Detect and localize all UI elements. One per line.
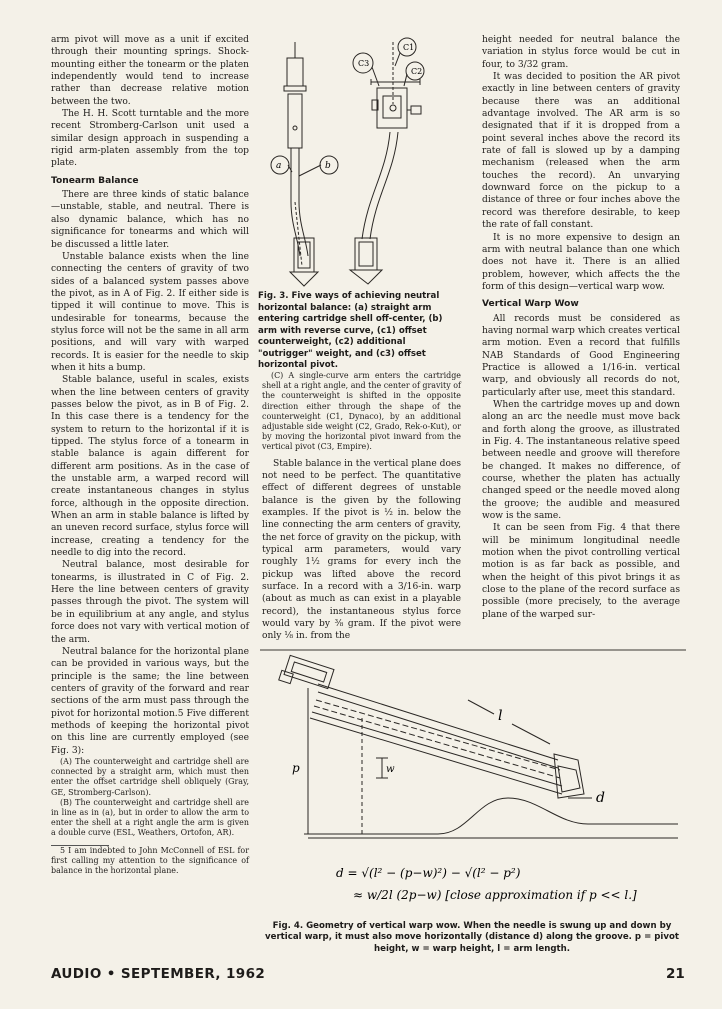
figure-3-tonearm-diagram: [258, 34, 463, 289]
paragraph: The H. H. Scott turntable and the more recent Stromberg-Carlson unit used a similar design approach in suspending a rigid arm-platen assembly from the top plate.: [51, 109, 249, 169]
equation-2: ≈ w/2l (2p−w) [close approximation if p << l.]: [353, 888, 637, 902]
method-list: [51, 757, 249, 839]
paragraph: Unstable balance exists when the line connecting the centers of gravity of two sides of a balanced system passes above the pivot, as in A of Fig. 2. If either side is tipped it will continue to move. This is undesirable for tonearms, because the stylus force will not be the same in all arm positions, and will vary with warped records. It is easier for the needle to skip when it hits a bump.: [51, 251, 249, 373]
list-item-b: (B) The counterweight and cartridge shell are in line as in (a), but in order to allow the arm to enter the shell at a right angle the arm is given a double curve (ESL, Weathers, Ortofon, AR).: [51, 797, 249, 838]
figure-4-geometry-diagram: [258, 648, 688, 916]
equation-1: d = √(l² − (p−w)²) − √(l² − p²): [336, 866, 521, 880]
section-heading-vertical-warp-wow: Vertical Warp Wow: [482, 299, 579, 310]
label-c1: C1: [403, 43, 415, 52]
paragraph: Stable balance, useful in scales, exists when the line between centers of gravity passes below the pivot, as in B of Fig. 2. In this case there is a tendency for the system to return to the horizontal if it is tipped. The stylus force of a tonearm in stable balance is again different for different arm positions. As in the case of the unstable arm, a warped record will create instantaneous changes in stylus force, although in the opposite direction. When an arm in stable balance is lifted by an uneven record surface, stylus force will increase, creating a tendency for the needle to dig into the record.: [51, 375, 249, 559]
label-b: b: [325, 161, 331, 171]
list-item-a: (A) The counterweight and cartridge shell are connected by a straight arm, which must then enter the offset cartridge shell obliquely (Gray, GE, Stromberg-Carlson).: [51, 756, 249, 797]
label-c2: C2: [411, 67, 423, 76]
paragraph: It can be seen from Fig. 4 that there will be minimum longitudinal needle motion when the pivot controlling vertical motion is as far back as possible, and when the height of this pivot brings it as close to the plane of the record surface as possible (more precisely, to the average plane of the warped sur-: [482, 523, 680, 620]
label-a: a: [276, 161, 282, 171]
page-number: 21: [666, 966, 685, 982]
paragraph: All records must be considered as having normal warp which creates vertical arm motion. Even a record that fulfills NAB Standards of Good Engineering Practice is allowed a 1/16-in. vertical warp, and obviously all records do not, particularly after use, meet this standard.: [482, 313, 680, 398]
paragraph: There are three kinds of static balance—unstable, stable, and neutral. There is also dynamic balance, which has no significance for tonearms and which will be discussed a little later.: [51, 190, 249, 250]
method-list-continued: [262, 371, 461, 453]
section-heading-tonearm-balance: Tonearm Balance: [51, 175, 139, 186]
paragraph: Stable balance in the vertical plane does not need to be perfect. The quantitative effect of different degrees of unstable balance is the given by the following examples. If the pivot is ½ in. below the line connecting the arm centers of gravity, the net force of gravity on the pickup, with typical arm parameters, would vary roughly 1½ grams for every inch the pickup was lifted above the record surface. In a record with a 3/16-in. warp (about as much as can exist in a playable record), the instantaneous stylus force would vary by ⅜ gram. If the pivot were only ⅛ in. from the: [262, 458, 461, 642]
paragraph: It was decided to position the AR pivot exactly in line between centers of gravity because there was an additional advantage involved. The AR arm is so designated that if it is dropped from a point several inches above the record its rate of fall is slowed up by a damping mechanism (released when the arm touches the record). An unvarying downward force on the pickup to a distance of three or four inches above the record was therefore desirable, to keep the rate of fall constant.: [482, 72, 680, 231]
label-d: d: [596, 790, 605, 806]
paragraph: Neutral balance, most desirable for tonearms, is illustrated in C of Fig. 2. Here the line between centers of gravity passes through the pivot. The system will be in equilibrium at any angle, and stylus force does not vary with vertical motion of the arm.: [51, 560, 249, 645]
label-c3: C3: [358, 59, 370, 68]
label-w: w: [386, 764, 395, 775]
figure-3-caption: Fig. 3. Five ways of achieving neutral horizontal balance: (a) straight arm entering cartridge shell off-center, (b) arm with reverse curve, (c1) offset counterweight, (c2) additional "outrigger" weight, and (c3) offset horizontal pivot.: [258, 291, 443, 370]
figure-4-caption: Fig. 4. Geometry of vertical warp wow. When the needle is swung up and down by vertical warp, it must also move horizontally (distance d) along the groove. p = pivot height, w = warp height, l = arm length.: [265, 921, 679, 954]
paragraph: arm pivot will move as a unit if excited through their mounting springs. Shock-mounting either the tonearm or the platen independently would tend to increase rather than decrease relative motion between the two.: [51, 35, 249, 107]
paragraph: When the cartridge moves up and down along an arc the needle must move back and forth along the groove, as illustrated in Fig. 4. The instantaneous relative speed between needle and groove will therefore be changed. It makes no difference, of course, whether the platen has actually changed speed or the needle moved along the groove; the audible and measured wow is the same.: [482, 399, 680, 522]
label-l: l: [498, 708, 503, 724]
paragraph: Neutral balance for the horizontal plane can be provided in various ways, but the principle is the same; the line between centers of gravity of the forward and rear sections of the arm must pass through the pivot for horizontal motion.5 Five different methods of keeping the horizontal pivot on this line are currently employed (see Fig. 3):: [51, 646, 249, 756]
footnote: 5 I am indebted to John McConnell of ESL for first calling my attention to the significance of balance in the horizontal plane.: [51, 845, 249, 875]
list-item-c: (C) A single-curve arm enters the cartridge shell at a right angle, and the center of gravity of the counterweight is shifted in the opposite direction either through the shape of the counterweight (C1, Dynaco), by an additional adjustable side weight (C2, Grado, Rek-o-Kut), or by moving the horizontal pivot inward from the vertical pivot (C3, Empire).: [262, 371, 461, 452]
column-3: [482, 34, 680, 621]
paragraph: It is no more expensive to design an arm with neutral balance than one which does not have it. There is an allied problem, however, which affects the the form of this design—vertical warp wow.: [482, 232, 680, 292]
footer-publication: AUDIO • SEPTEMBER, 1962: [51, 966, 266, 982]
label-p: p: [292, 761, 300, 775]
paragraph: height needed for neutral balance the variation in stylus force would be cut in four, to 3/32 gram.: [482, 35, 680, 70]
column-1: [51, 34, 249, 876]
column-2: [262, 371, 461, 643]
